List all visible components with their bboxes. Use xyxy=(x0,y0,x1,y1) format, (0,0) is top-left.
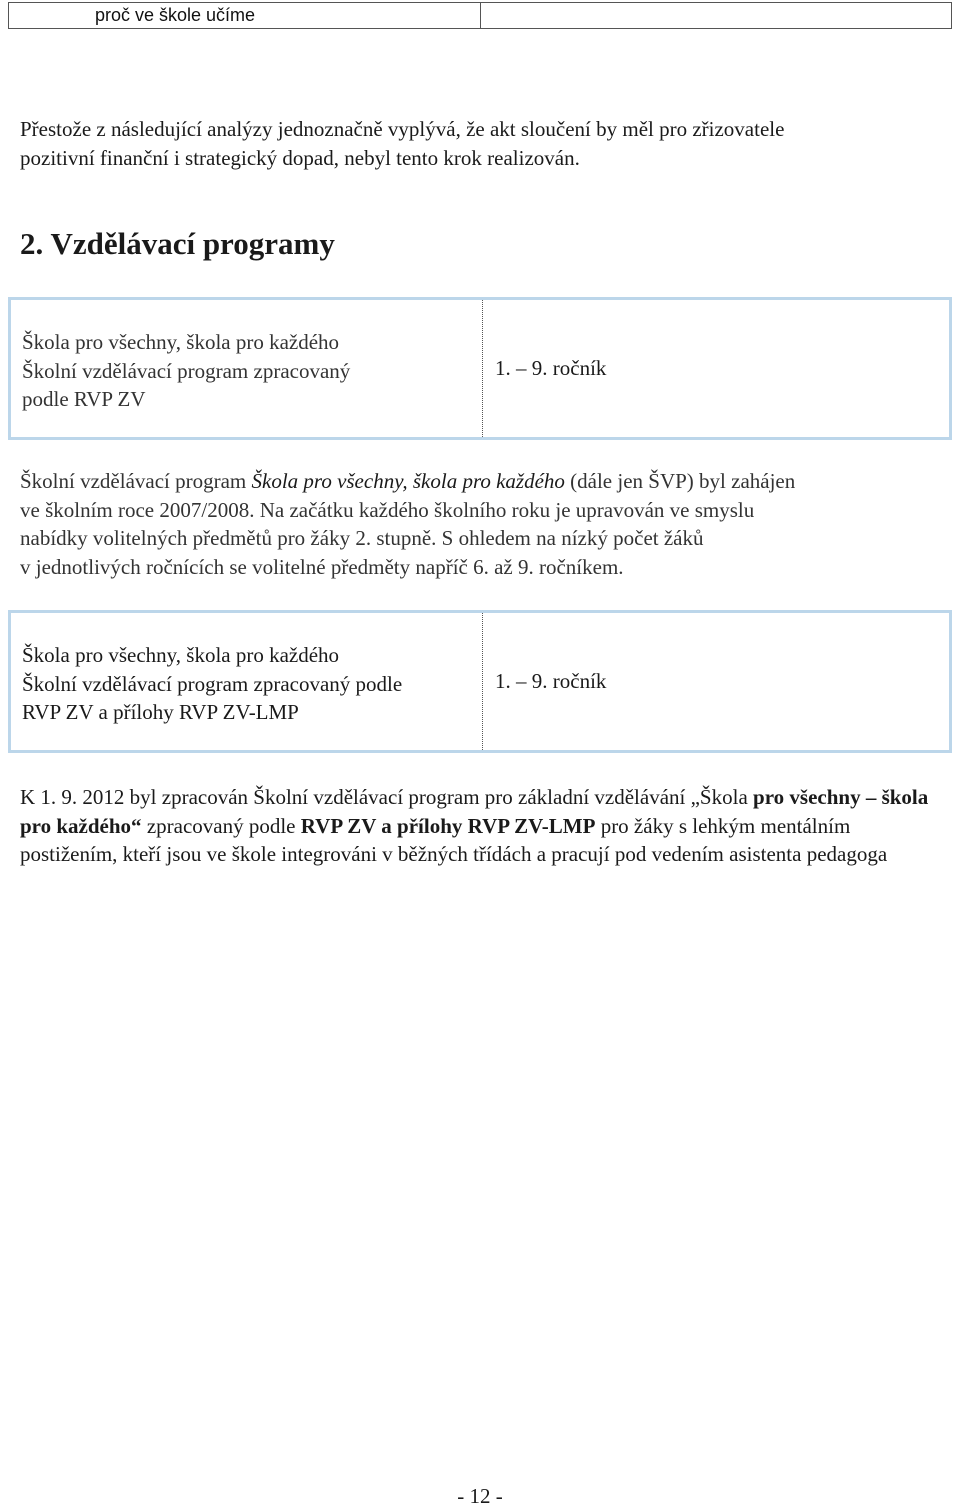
svp-text-after-title: (dále jen ŠVP) byl zahájen xyxy=(564,469,796,493)
svp-line-2-b: Na začátku každého školního roku je upravován ve smyslu xyxy=(254,497,755,522)
program-box-2-line-2: Školní vzdělávací program zpracovaný podle xyxy=(22,671,403,696)
svp-line-1 xyxy=(20,467,950,496)
program-box-2-grades: 1. – 9. ročník xyxy=(495,669,607,694)
page-number: - 12 - xyxy=(457,1484,503,1508)
lmp-paragraph xyxy=(20,783,950,869)
intro-line-2: pozitivní finanční i strategický dopad, nebyl tento krok realizován. xyxy=(20,145,580,170)
header-empty-cell xyxy=(481,3,951,28)
intro-line-1: Přestože z následující analýzy jednoznačně vyplývá, že akt sloučení by měl pro zřizovatele xyxy=(20,117,785,141)
svp-line-3-b: S ohledem na nízký počet žáků xyxy=(436,526,704,550)
section-heading: 2. Vzdělávací programy xyxy=(20,226,335,261)
svp-text-before: Školní vzdělávací program xyxy=(20,469,252,493)
lmp-part-2: zpracovaný podle xyxy=(141,813,301,838)
lmp-bold-2: RVP ZV a přílohy RVP ZV-LMP xyxy=(300,813,596,838)
program-box-1-grades: 1. – 9. ročník xyxy=(495,356,607,381)
lmp-part-3: pro žáky s lehkým mentálním postižením, kteří jsou ve škole integrováni v běžných třídách a pracují pod vedením asistenta pedagoga xyxy=(20,813,888,866)
program-box-1-grades-cell xyxy=(483,300,949,437)
svp-paragraph xyxy=(20,467,950,581)
svp-line-3 xyxy=(20,524,950,553)
page-header xyxy=(8,2,952,29)
intro-paragraph xyxy=(20,115,950,172)
header-title: proč ve škole učíme xyxy=(9,3,481,28)
program-box-2 xyxy=(8,610,952,753)
lmp-part-1: K 1. 9. 2012 byl zpracován Školní vzdělávací program pro základní vzdělávání „Škola xyxy=(20,785,754,809)
program-box-1-line-2: Školní vzdělávací program zpracovaný xyxy=(22,358,351,383)
program-box-1-description xyxy=(11,300,483,437)
program-box-1 xyxy=(8,297,952,440)
program-box-1-line-1: Škola pro všechny, škola pro každého xyxy=(22,330,340,354)
program-box-2-line-1: Škola pro všechny, škola pro každého xyxy=(22,643,340,667)
svp-line-2-a: ve školním roce 2007/2008. xyxy=(20,497,255,522)
svp-italic-title: Škola pro všechny, škola pro každého xyxy=(251,469,565,493)
program-box-2-grades-cell xyxy=(483,613,949,750)
svp-line-3-a: nabídky volitelných předmětů pro žáky 2. stupně. xyxy=(20,526,437,550)
lmp-bold-1: pro všechny – škola pro každého“ xyxy=(20,785,929,838)
program-box-2-line-3: RVP ZV a přílohy RVP ZV-LMP xyxy=(22,700,299,724)
program-box-1-line-3: podle RVP ZV xyxy=(22,387,146,411)
program-box-2-description xyxy=(11,613,483,750)
svp-line-4: v jednotlivých ročnících se volitelné předměty napříč 6. až 9. ročníkem. xyxy=(20,554,624,579)
svp-line-2 xyxy=(20,496,950,525)
